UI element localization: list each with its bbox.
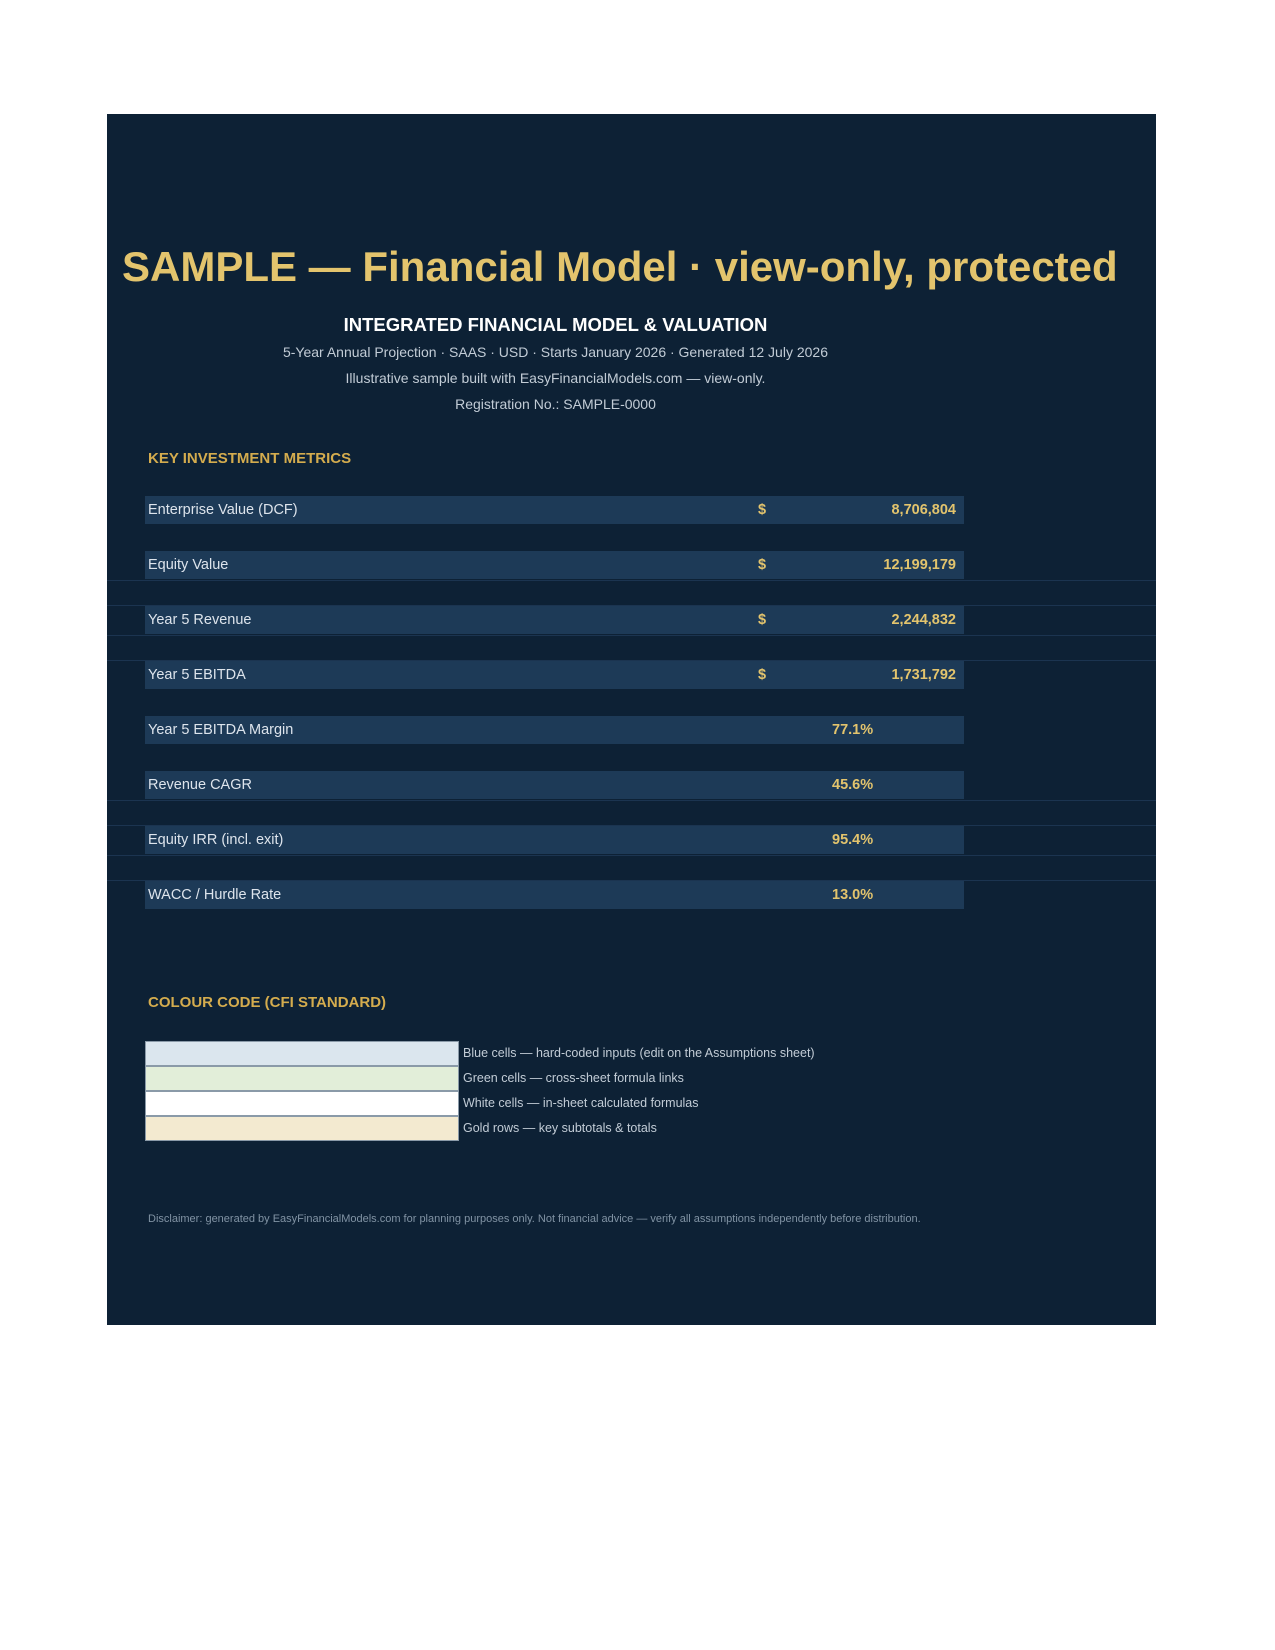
metric-label: Year 5 EBITDA	[148, 667, 246, 683]
metric-value: 45.6%	[832, 777, 874, 793]
watermark-banner	[122, 232, 1118, 302]
metric-currency: $	[758, 502, 767, 518]
swatch-label-gold: Gold rows — key subtotals & totals	[463, 1121, 657, 1135]
metric-value: 95.4%	[832, 832, 874, 848]
metric-row-equity-value	[145, 551, 964, 579]
grid-line	[107, 580, 1156, 581]
metrics-section-title: KEY INVESTMENT METRICS	[148, 450, 352, 467]
metric-currency: $	[758, 557, 767, 573]
grid-line	[107, 855, 1156, 856]
metric-value: 8,706,804	[891, 502, 956, 518]
metric-label: Revenue CAGR	[148, 777, 252, 793]
metric-value: 1,731,792	[891, 667, 956, 683]
page-subtitle: 5-Year Annual Projection · SAAS · USD · Starts January 2026 · Generated 12 July 2026	[282, 344, 828, 360]
model-cover-sheet	[107, 114, 1156, 1325]
metric-row-enterprise-value	[145, 496, 964, 524]
grid-line	[107, 800, 1156, 801]
gold-swatch	[145, 1116, 459, 1141]
metric-currency: $	[758, 667, 767, 683]
watermark-banner-text: SAMPLE — Financial Model · view-only, protected	[122, 243, 1118, 290]
disclaimer: Disclaimer: generated by EasyFinancialModels.com for planning purposes only. Not financial advice — verify all assumptions independently before distribution.	[148, 1213, 921, 1225]
sample-note: Illustrative sample built with EasyFinancialModels.com — view-only.	[345, 370, 766, 386]
metric-row-equity-irr	[145, 826, 964, 854]
metric-label: Equity Value	[148, 557, 229, 573]
metric-row-year5-ebitda	[145, 661, 964, 689]
swatch-label-white: White cells — in-sheet calculated formulas	[463, 1096, 699, 1110]
metric-label: Year 5 EBITDA Margin	[148, 722, 294, 738]
grid-line	[107, 635, 1156, 636]
metric-label: Enterprise Value (DCF)	[148, 502, 298, 518]
blue-swatch	[145, 1041, 459, 1066]
metric-row-year5-revenue	[145, 606, 964, 634]
metric-currency: $	[758, 612, 767, 628]
swatch-label-blue: Blue cells — hard-coded inputs (edit on the Assumptions sheet)	[463, 1046, 815, 1060]
page-title: INTEGRATED FINANCIAL MODEL & VALUATION	[343, 314, 768, 335]
metric-label: Equity IRR (incl. exit)	[148, 832, 284, 848]
registration-number: Registration No.: SAMPLE-0000	[455, 396, 656, 412]
metric-value: 13.0%	[832, 887, 874, 903]
metric-value: 2,244,832	[891, 612, 956, 628]
metric-row-revenue-cagr	[145, 771, 964, 799]
green-swatch	[145, 1066, 459, 1091]
swatch-label-green: Green cells — cross-sheet formula links	[463, 1071, 684, 1085]
colour-code-section-title: COLOUR CODE (CFI STANDARD)	[148, 994, 387, 1011]
metric-label: WACC / Hurdle Rate	[148, 887, 282, 903]
metric-value: 12,199,179	[883, 557, 956, 573]
metric-row-wacc	[145, 881, 964, 909]
metric-value: 77.1%	[832, 722, 874, 738]
metric-label: Year 5 Revenue	[148, 612, 252, 628]
white-swatch	[145, 1091, 459, 1116]
metric-row-ebitda-margin	[145, 716, 964, 744]
